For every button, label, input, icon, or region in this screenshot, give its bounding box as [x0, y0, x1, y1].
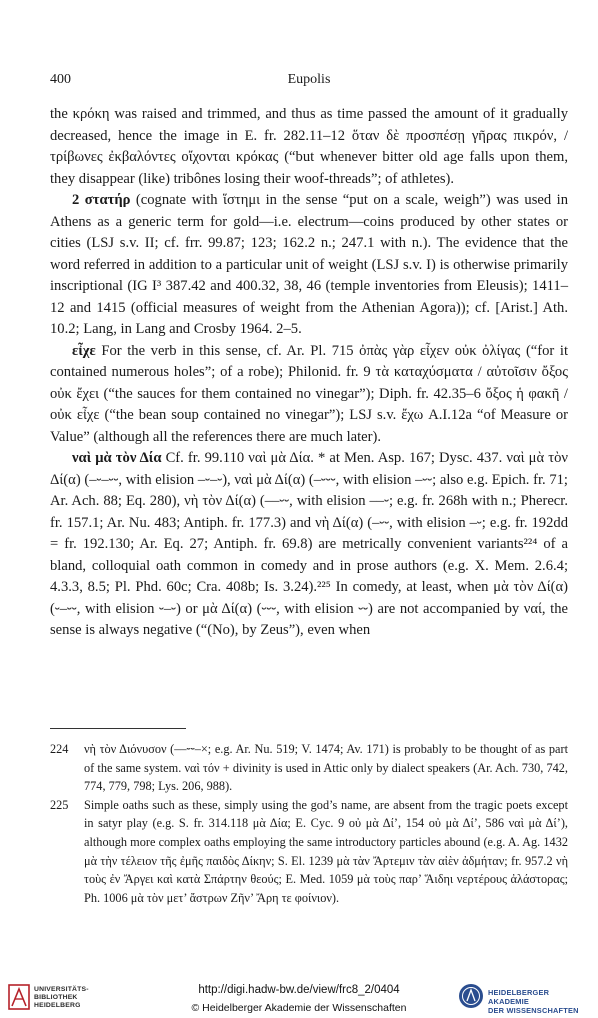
lemma: εἶχε: [72, 342, 96, 359]
paragraph-1: [50, 104, 568, 190]
paragraph-2: [50, 190, 568, 341]
running-title: Eupolis: [287, 72, 331, 87]
academy-logo[interactable]: [458, 983, 588, 1013]
lemma: 2 στατήρ: [72, 192, 131, 208]
page-footer: [0, 982, 598, 1018]
footnote-number: 224: [50, 742, 69, 756]
footnote-225: [50, 796, 568, 908]
paragraph-text: Cf. fr. 99.110 ναὶ μὰ Δία. * at Men. Asp. 167; Dysc. 437. ναὶ μὰ τὸν Δί(α) (–⏑–⏑⏑, with elision –⏑–⏑), ναὶ μὰ Δί(α) (–⏑⏑⏑, with elision –⏑⏑; also e.g. Epich. fr. 71; Ar. Ach. 88; Eq. 280), νὴ τὸν Δί(α) (––⏑⏑, with elision ––⏑; e.g. fr. 268h with n.; Pherecr. fr. 157.1; Ar. Nu. 483; Antiph. fr. 177.3) and νὴ Δί(α) (–⏑⏑, with elision –⏑; e.g. fr. 192dd = fr. 192.130; Ar. Eq. 27; Antiph. fr. 69.8) are metrically convenient variants²²⁴ of a bland, colloquial oath common in comedy and in prose authors (e.g. X. Mem. 2.6.4; 4.3.3, 8.5; Pl. Phd. 60c; Cra. 408b; Is. 3.24).²²⁵ In comedy, at least, when μὰ τὸν Δί(α) (⏑–⏑⏑, with elision ⏑–⏑) or μὰ Δί(α) (⏑⏑⏑, with elision ⏑⏑) are not accompanied by ναί, the sense is always negative (“(No), by Zeus”), even when: [50, 450, 568, 638]
footnote-text: Simple oaths such as these, simply using the god’s name, are absent from the tragic poets except in satyr play (e.g. S. fr. 314.118 μὰ Δία; E. Cyc. 9 οὐ μὰ Δί’, 154 οὐ μὰ Δί’, 586 ναὶ μὰ Δί’), although more complex oaths employing the same introductory particles abound (e.g. A. Ag. 1432 μὰ τὴν τέλειον τῆς ἐμῆς παιδὸς Δίκην; S. El. 1239 μὰ τὰν Ἄρτεμιν τὰν αἰὲν ἀδμήταν; fr. 957.2 νὴ τοὺς ἐν Ἄργει καὶ κατὰ Σπάρτην θεούς; E. Med. 1059 μὰ τοὺς παρ’ Ἅιδηι νερτέρους ἀλάστορας; Ph. 1006 μὰ τὸν μετ’ ἄστρων Ζῆν’ Ἄρη τε φοίνιον).: [84, 797, 568, 905]
paragraph-text: the κρόκη was raised and trimmed, and thus as time passed the amount of it gradually decreased, hence the image in E. fr. 282.11–12 ὅταν δὲ προσπέσῃ γῆρας πικρόν, / τρίβωνες ἐκβαλόντες οἴχονται κρόκας (“but whenever bitter old age falls upon them, they disappear (like) tribônes losing their woof-threads”; of athletes).: [50, 106, 568, 187]
paragraph-3: [50, 341, 568, 449]
hadw-logo-text: HEIDELBERGER AKADEMIE DER WISSENSCHAFTEN: [488, 988, 579, 1015]
page-header: [50, 72, 568, 92]
copyright-notice: © Heidelberger Akademie der Wissenschaften: [191, 1002, 407, 1014]
footnote-224: [50, 740, 568, 796]
page-number: 400: [50, 72, 71, 87]
source-url-link[interactable]: http://digi.hadw-bw.de/view/frc8_2/0404: [198, 984, 400, 996]
footnotes: [50, 740, 568, 907]
paragraph-text: For the verb in this sense, cf. Ar. Pl. 715 ὀπὰς γὰρ εἶχεν οὐκ ὀλίγας (“for it contained numerous holes”; of a robe); Philonid. fr. 9 τὰ καταχύσματα / αὐτοῖσιν ὄξος οὐκ ἔχει (“the sauces for them contained no vinegar”); Diph. fr. 42.35–6 ὄξος ἡ φακῆ / οὐκ εἶχε (“the bean soup contained no vinegar”); LSJ s.v. ἔχω A.I.12a “of Measure or Value” (although all the references there are much later).: [50, 342, 568, 445]
lemma: ναὶ μὰ τὸν Δία: [72, 450, 162, 466]
footnote-text: νὴ τὸν Διόνυσον (––⏑⏑–×; e.g. Ar. Nu. 519; V. 1474; Av. 171) is probably to be thought of as part of the same system. ναὶ τόν + divinity is used in Attic only by dialect speakers (Ar. Ach. 730, 742, 774, 779, 798; Lys. 206, 988).: [84, 742, 568, 794]
paragraph-text: (cognate with ἵστημι in the sense “put on a scale, weigh”) was used in Athens as a generic term for gold—i.e. electrum—coins produced by other states or cities (LSJ s.v. II; cf. frr. 99.87; 123; 162.2 n.; 247.1 with n.). The evidence that the word referred in addition to a particular unit of weight (LSJ s.v. I) is otherwise primarily inscriptional (IG I³ 387.42 and 400.32, 38, 46 (temple inventories from Eleusis); 1411–12 and 1415 (official measures of weight from the Athenian Agora)); cf. [Arist.] Ath. 10.2; Lang, in Lang and Crosby 1964. 2–5.: [50, 192, 568, 337]
paragraph-4: [50, 448, 568, 642]
hadw-seal-icon: [458, 983, 484, 1009]
footnote-number: 225: [50, 797, 69, 812]
footnote-divider: [50, 728, 186, 729]
ub-logo-text: UNIVERSITÄTS- BIBLIOTHEK HEIDELBERG: [34, 986, 89, 1009]
main-text: [50, 104, 568, 642]
